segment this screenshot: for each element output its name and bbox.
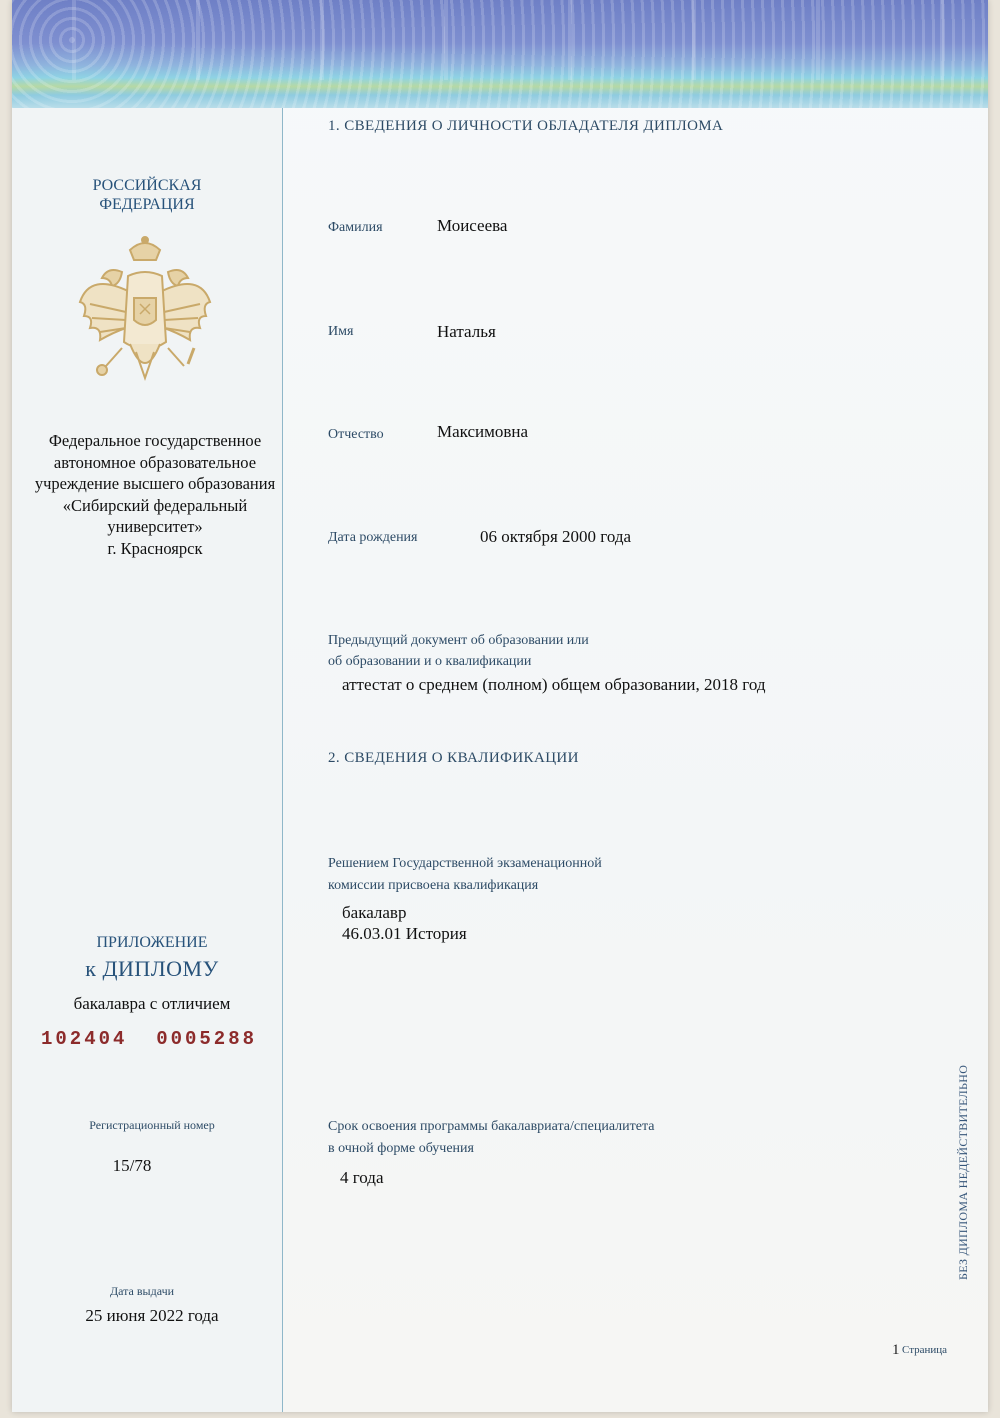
qualification-label-line2: комиссии присвоена квалификация: [328, 878, 539, 893]
band-pattern: [12, 0, 988, 80]
issue-date-label: Дата выдачи: [109, 1284, 175, 1298]
security-band: [12, 0, 988, 108]
section1-title: 1. СВЕДЕНИЯ О ЛИЧНОСТИ ОБЛАДАТЕЛЯ ДИПЛОМА: [328, 118, 724, 134]
study-term-value: 4 года: [340, 1168, 384, 1187]
org-line: университет»: [107, 517, 203, 536]
org-line: «Сибирский федеральный: [62, 495, 248, 515]
birth-date-label: Дата рождения: [328, 530, 418, 545]
section2-title: 2. СВЕДЕНИЯ О КВАЛИФИКАЦИИ: [328, 750, 579, 766]
qualification-value: [342, 902, 467, 944]
org-line: автономное образовательное: [53, 452, 257, 472]
name-value: Наталья: [437, 322, 496, 341]
prev-document-label-line2: об образовании и о квалификации: [328, 654, 532, 669]
column-divider: [282, 108, 283, 1412]
patronymic-label: Отчество: [328, 427, 384, 442]
issue-date-value: 25 июня 2022 года: [85, 1306, 219, 1325]
vertical-validity-note: БЕЗ ДИПЛОМА НЕДЕЙСТВИТЕЛЬНО: [956, 1064, 970, 1280]
surname-label: Фамилия: [328, 220, 383, 235]
diploma-appendix-page: [12, 0, 988, 1412]
coat-of-arms-icon: [70, 232, 220, 392]
appendix-title: ПРИЛОЖЕНИЕ: [96, 934, 208, 951]
name-label: Имя: [328, 324, 354, 339]
serial-number: 102404 0005288: [40, 1028, 258, 1050]
prev-document-value: аттестат о среднем (полном) общем образовании, 2018 год: [342, 675, 766, 694]
study-term-label: [328, 1116, 654, 1160]
organization-block: [24, 430, 286, 559]
qualification-label-line1: Решением Государственной экзаменационной: [328, 856, 602, 871]
qualification-label: [328, 853, 602, 897]
country-title: [72, 176, 222, 214]
org-line: Федеральное государственное: [48, 431, 262, 450]
appendix-subtitle: к ДИПЛОМУ: [85, 956, 219, 981]
qualification-value-line1: бакалавр: [342, 903, 407, 922]
patronymic-value: Максимовна: [437, 422, 529, 441]
country-line1: РОССИЙСКАЯ: [92, 177, 202, 194]
page-number: 1: [892, 1342, 900, 1358]
org-line: учреждение высшего образования: [34, 474, 276, 493]
page-label: Страница: [902, 1344, 948, 1356]
study-term-label-line2: в очной форме обучения: [328, 1141, 474, 1156]
birth-date-value: 06 октября 2000 года: [480, 527, 632, 546]
prev-document-label: [328, 630, 589, 672]
org-line: г. Красноярск: [107, 538, 203, 558]
country-line2: ФЕДЕРАЦИЯ: [99, 196, 195, 213]
study-term-label-line1: Срок освоения программы бакалавриата/специалитета: [328, 1119, 655, 1134]
reg-number-value: 15/78: [112, 1156, 152, 1175]
prev-document-label-line1: Предыдущий документ об образовании или: [328, 633, 589, 648]
surname-value: Моисеева: [437, 216, 508, 235]
degree-text: бакалавра с отличием: [73, 994, 231, 1013]
qualification-value-line2: 46.03.01 История: [342, 924, 467, 943]
reg-number-label: Регистрационный номер: [89, 1118, 215, 1132]
